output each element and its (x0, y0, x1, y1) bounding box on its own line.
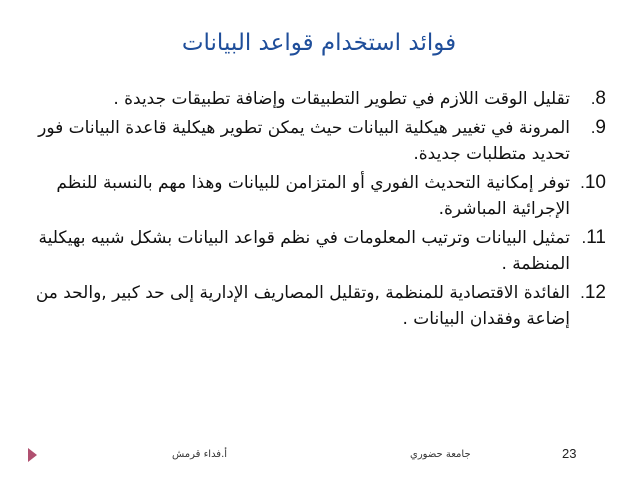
item-number: 8. (590, 88, 606, 109)
footer-author: أ.فداء قرمش (172, 449, 228, 460)
list-item (16, 115, 606, 167)
item-number: 9. (590, 117, 606, 138)
list-item (16, 170, 606, 222)
benefits-list (16, 86, 606, 335)
item-number: 11. (581, 227, 606, 248)
page-number: 23 (562, 446, 577, 461)
item-number: 12. (580, 282, 606, 303)
item-text: المرونة في تغيير هيكلية البيانات حيث يمكن تطوير هيكلية قاعدة البيانات فور تحديد متطلبات جديدة. (38, 118, 570, 164)
footer-university: جامعة حضوري (410, 449, 471, 460)
slide-footer (0, 444, 638, 468)
list-item (16, 225, 606, 277)
item-text: توفر إمكانية التحديث الفوري أو المتزامن للبيانات وهذا مهم بالنسبة للنظم الإجرائية المباشرة. (56, 173, 570, 219)
list-item (16, 86, 606, 112)
slide-title: فوائد استخدام قواعد البيانات (181, 30, 457, 56)
list-item (16, 280, 606, 332)
item-text: تمثيل البيانات وترتيب المعلومات في نظم قواعد البيانات بشكل شبيه بهيكلية المنظمة . (38, 228, 570, 274)
item-text: الفائدة الاقتصادية للمنظمة ,وتقليل المصاريف الإدارية إلى حد كبير ,والحد من إضاعة وفقدان البيانات . (35, 283, 570, 329)
item-text: تقليل الوقت اللازم في تطوير التطبيقات وإضافة تطبيقات جديدة . (113, 89, 570, 109)
item-number: 10. (580, 172, 606, 193)
next-slide-arrow-icon[interactable] (28, 448, 37, 462)
